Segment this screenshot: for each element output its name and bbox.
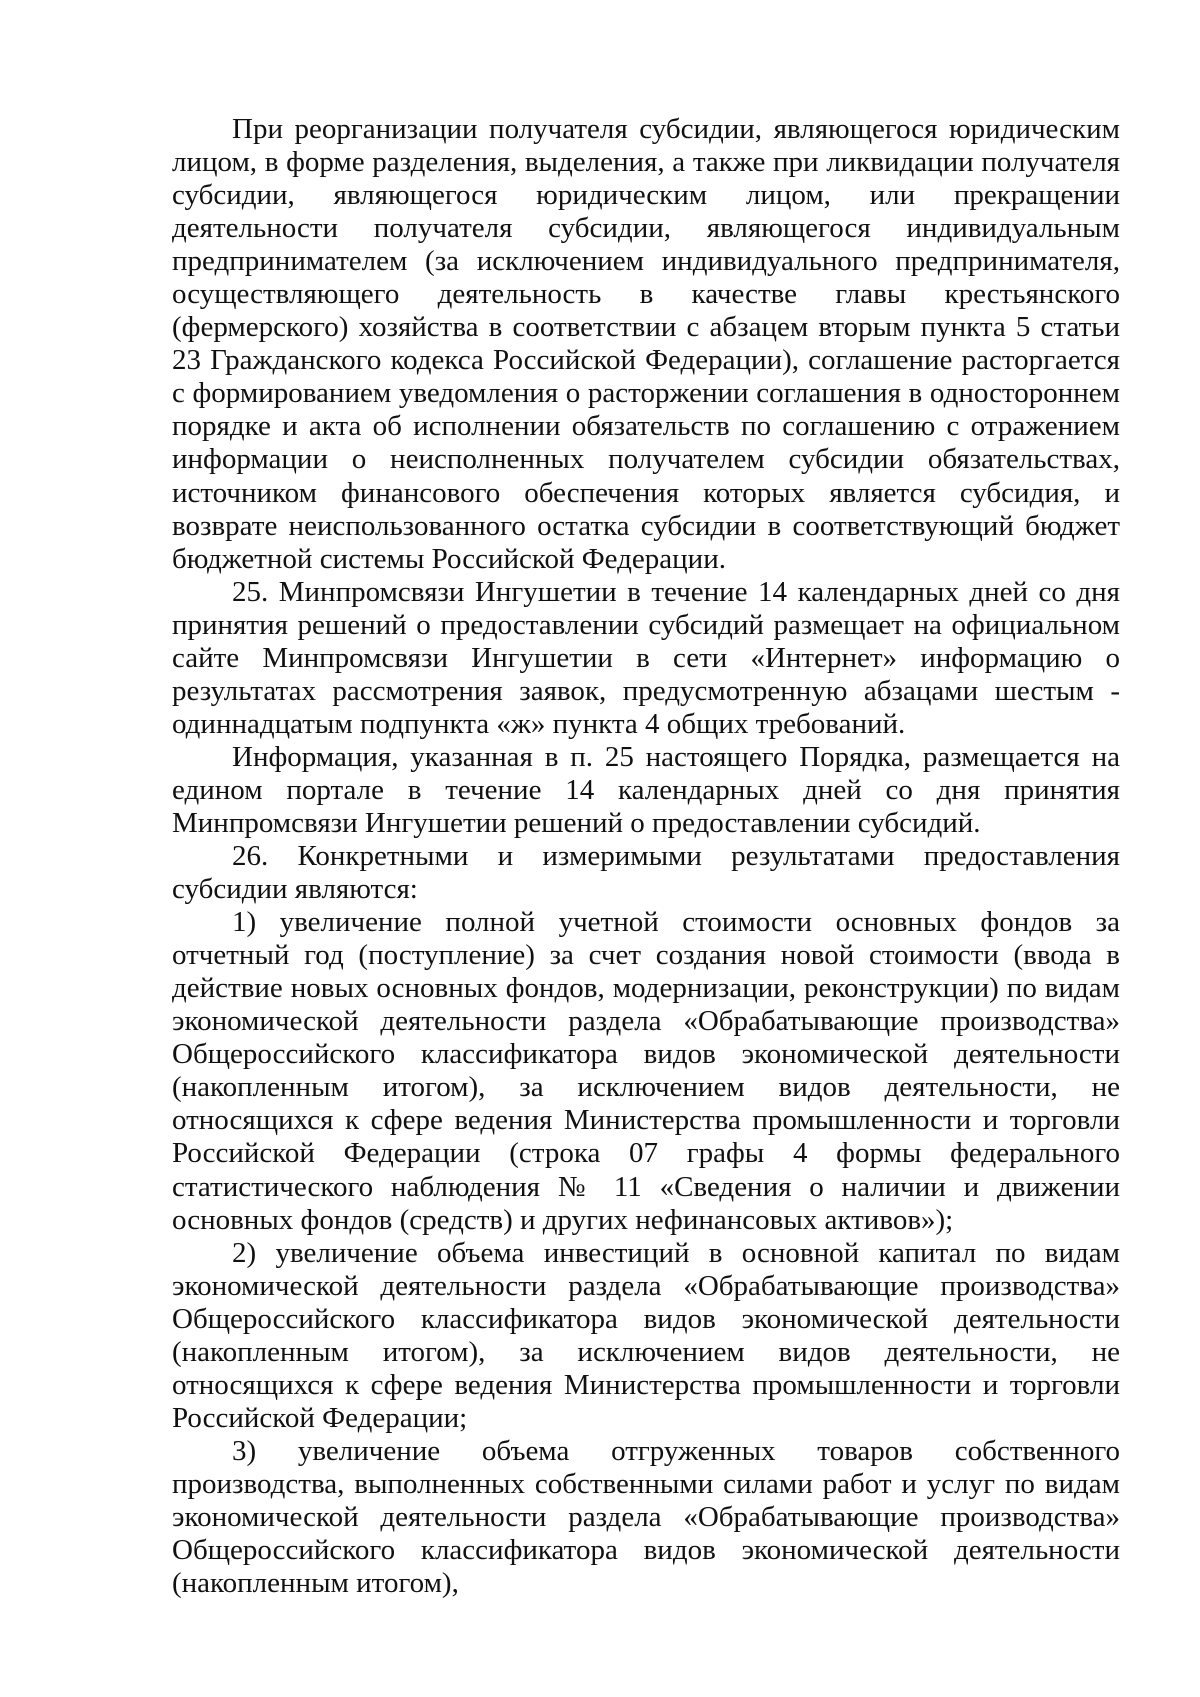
document-page <box>172 113 1120 1600</box>
paragraph-information-placement: Информация, указанная в п. 25 настоящего Порядка, размещается на едином портале в течение 14 календарных дней со дня принятия Минпромсвязи Ингушетии решений о предоставлении субсидий. <box>172 740 1120 839</box>
paragraph-reorganization: При реорганизации получателя субсидии, являющегося юридическим лицом, в форме разделения, выделения, а также при ликвидации получателя субсидии, являющегося юридическим лицом, или прекращении деятельности получателя субсидии, являющегося индивидуальным предпринимателем (за исключением индивидуального предпринимателя, осуществляющего деятельность в качестве главы крестьянского (фермерского) хозяйства в соответствии с абзацем вторым пункта 5 статьи 23 Гражданского кодекса Российской Федерации), соглашение расторгается с формированием уведомления о расторжении соглашения в одностороннем порядке и акта об исполнении обязательств по соглашению с отражением информации о неисполненных получателем субсидии обязательствах, источником финансового обеспечения которых является субсидия, и возврате неиспользованного остатка субсидии в соответствующий бюджет бюджетной системы Российской Федерации. <box>172 113 1120 575</box>
paragraph-result-2: 2) увеличение объема инвестиций в основной капитал по видам экономической деятельности раздела «Обрабатывающие производства» Общероссийского классификатора видов экономической деятельности (накопленным итогом), за исключением видов деятельности, не относящихся к сфере ведения Министерства промышленности и торговли Российской Федерации; <box>172 1236 1120 1434</box>
paragraph-result-3: 3) увеличение объема отгруженных товаров собственного производства, выполненных собственными силами работ и услуг по видам экономической деятельности раздела «Обрабатывающие производства» Общероссийского классификатора видов экономической деятельности (накопленным итогом), <box>172 1434 1120 1600</box>
paragraph-result-1: 1) увеличение полной учетной стоимости основных фондов за отчетный год (поступление) за счет создания новой стоимости (ввода в действие новых основных фондов, модернизации, реконструкции) по видам экономической деятельности раздела «Обрабатывающие производства» Общероссийского классификатора видов экономической деятельности (накопленным итогом), за исключением видов деятельности, не относящихся к сфере ведения Министерства промышленности и торговли Российской Федерации (строка 07 графы 4 формы федерального статистического наблюдения № 11 «Сведения о наличии и движении основных фондов (средств) и других нефинансовых активов»); <box>172 906 1120 1236</box>
paragraph-item-26: 26. Конкретными и измеримыми результатами предоставления субсидии являются: <box>172 840 1120 906</box>
paragraph-item-25: 25. Минпромсвязи Ингушетии в течение 14 календарных дней со дня принятия решений о предоставлении субсидий размещает на официальном сайте Минпромсвязи Ингушетии в сети «Интернет» информацию о результатах рассмотрения заявок, предусмотренную абзацами шестым - одиннадцатым подпункта «ж» пункта 4 общих требований. <box>172 575 1120 740</box>
